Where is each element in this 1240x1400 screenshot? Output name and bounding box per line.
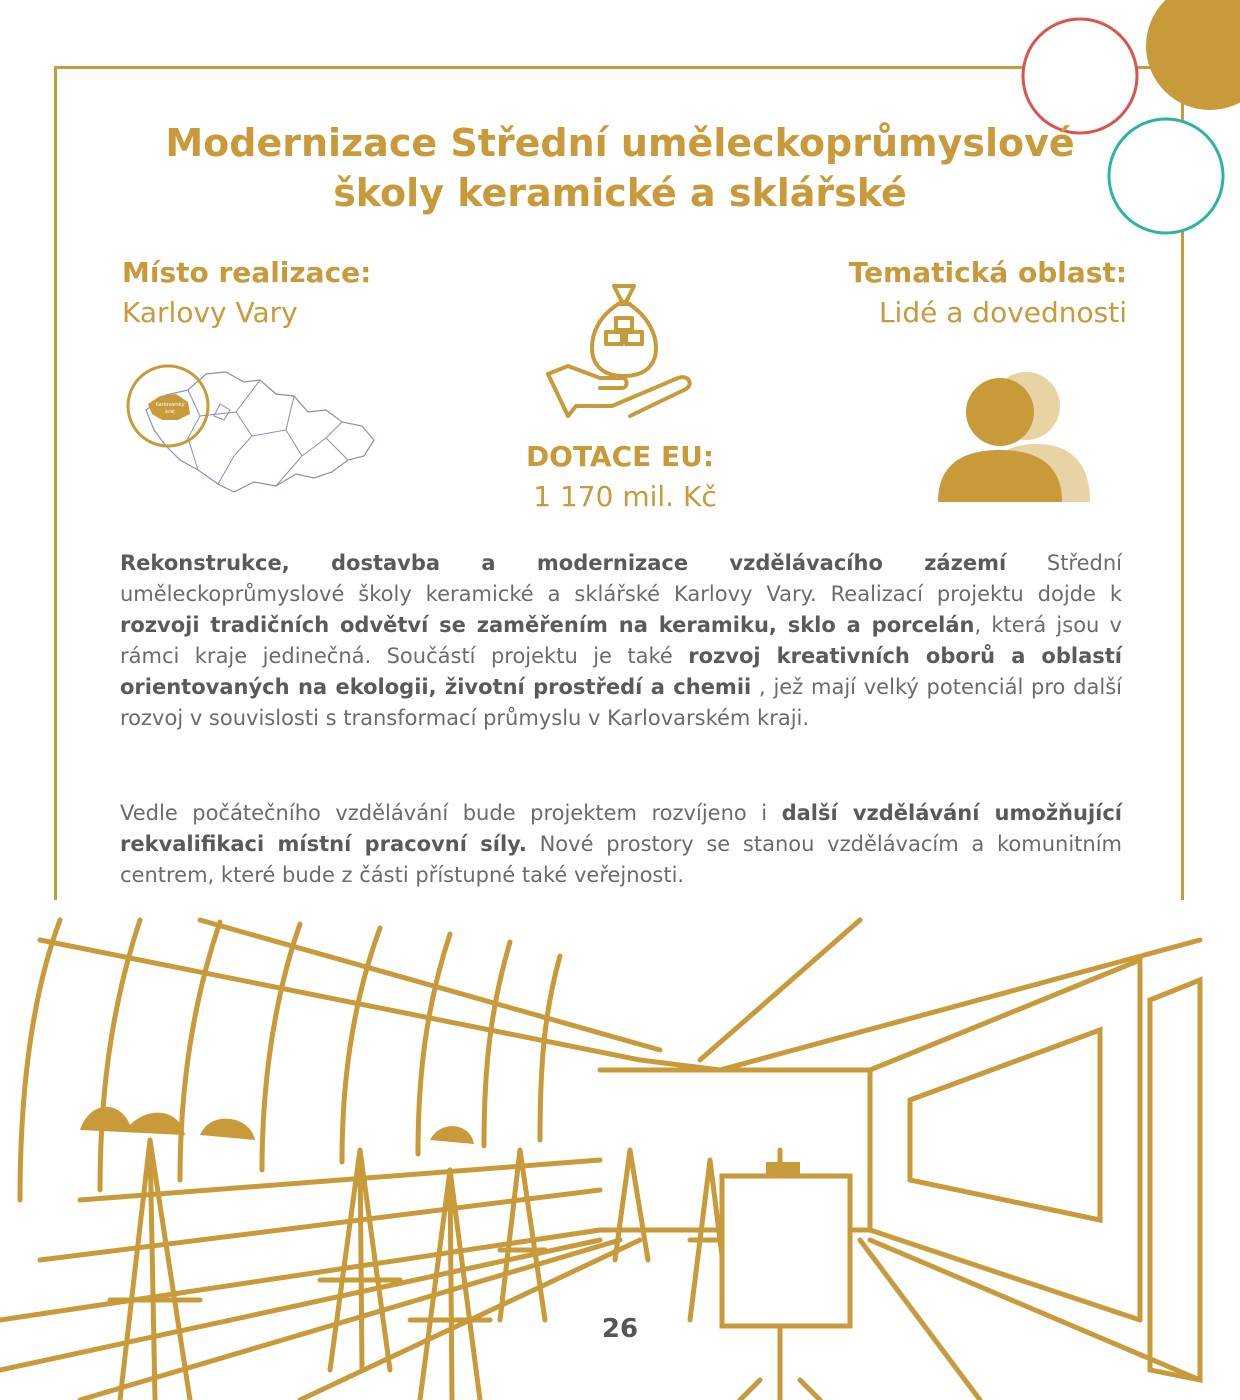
- desc2-text-3: Nové prostory se stanou vzdělávacím a komunitním centrem, které bude z části přístupné také veřejnosti.: [120, 832, 1122, 887]
- czech-map-icon: [126, 360, 382, 500]
- page-title: [100, 118, 1140, 218]
- people-icon: [936, 368, 1096, 504]
- desc-bold-1: Rekonstrukce, dostavba a modernizace vzdělávacího zázemí: [120, 551, 1007, 575]
- title-line-2: školy keramické a sklářské: [333, 171, 907, 215]
- title-line-1: Modernizace Střední uměleckoprůmyslové: [165, 121, 1075, 165]
- desc-text-6: , jež mají velký potenciál pro další rozvoj v souvislosti s transformací průmyslu v Karlovarském kraji.: [120, 675, 1122, 730]
- project-description: [120, 548, 1122, 734]
- desc2-bold-2: další vzdělávání umožňující rekvalifikaci místní pracovní síly.: [120, 801, 1122, 856]
- project-description-2: [120, 798, 1122, 891]
- funding-label: DOTACE EU:: [525, 440, 715, 473]
- map-region-label-2: kraj: [165, 409, 175, 415]
- theme-value: Lidé a dovednosti: [878, 296, 1127, 329]
- desc-bold-3: rozvoji tradičních odvětví se zaměřením na keramiku, sklo a porcelán: [120, 613, 975, 637]
- desc-text-2: Střední uměleckoprůmyslové školy keramické a sklářské Karlovy Vary. Realizací projektu dojde k: [120, 551, 1122, 606]
- funding-value: 1 170 mil. Kč: [533, 480, 717, 513]
- desc-text-4: , která jsou v rámci kraje jedinečná. Součástí projektu je také: [120, 613, 1122, 668]
- theme-label: Tematická oblast:: [848, 256, 1127, 289]
- map-region-label-1: Karlovarský: [155, 402, 185, 408]
- desc2-text-1: Vedle počátečního vzdělávání bude projektem rozvíjeno i: [120, 801, 782, 825]
- page-number: 26: [601, 1314, 639, 1344]
- location-value: Karlovy Vary: [122, 296, 298, 329]
- location-label: Místo realizace:: [122, 256, 372, 289]
- money-bag-hand-icon: [540, 270, 700, 426]
- desc-bold-5: rozvoj kreativních oborů a oblastí orientovaných na ekologii, životní prostředí a chemii: [120, 644, 1123, 699]
